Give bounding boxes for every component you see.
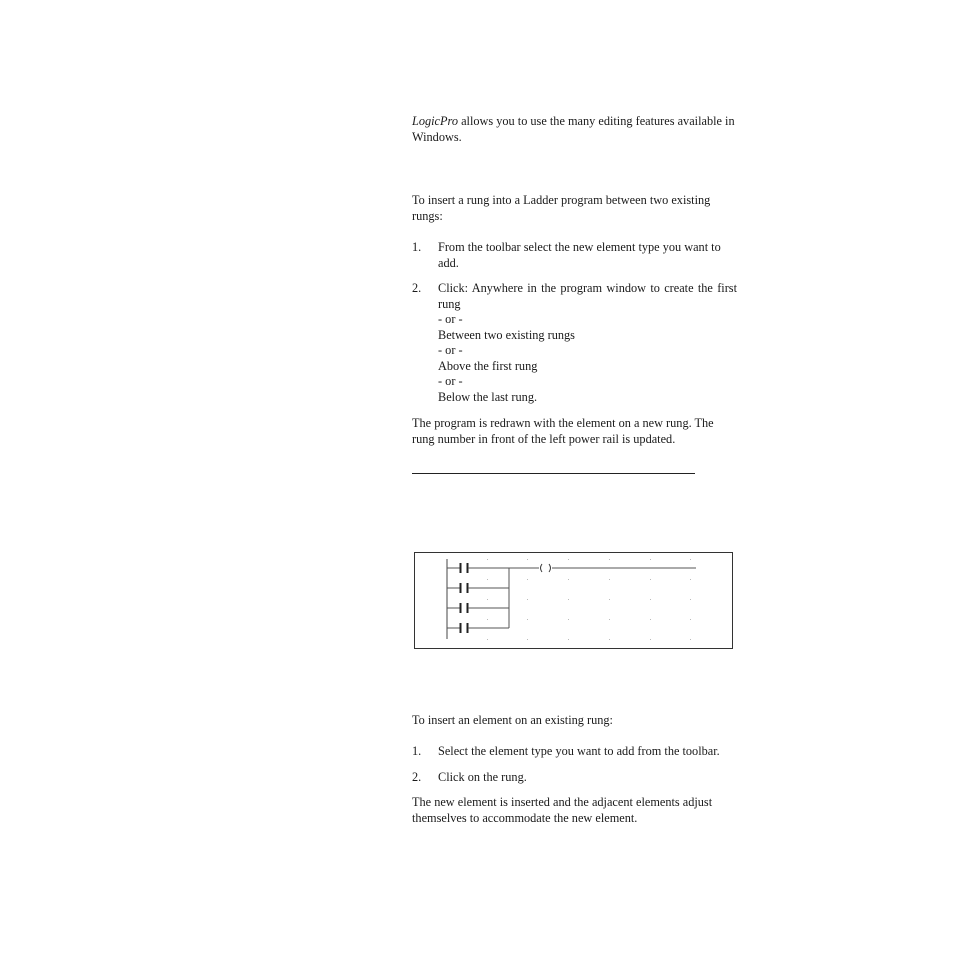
ladder-diagram xyxy=(415,553,732,648)
intro-paragraph xyxy=(412,114,738,145)
step-number: 2. xyxy=(412,281,422,295)
product-name: LogicPro xyxy=(412,114,458,128)
step-or-separator: - or - xyxy=(438,312,463,326)
step-number: 1. xyxy=(412,240,422,254)
step-text: Click: Anywhere in the program window to create the first rung xyxy=(438,281,737,311)
step-or-separator: - or - xyxy=(438,343,463,357)
insert-rung-intro: To insert a rung into a Ladder program between two existing rungs: xyxy=(412,193,711,223)
step-text: Select the element type you want to add from the toolbar. xyxy=(438,744,720,758)
contact-1 xyxy=(447,563,509,573)
section-divider xyxy=(412,473,695,474)
step-number: 1. xyxy=(412,744,422,758)
contact-2 xyxy=(447,583,509,593)
step-option: Between two existing rungs xyxy=(438,327,575,342)
insert-element-intro: To insert an element on an existing rung: xyxy=(412,713,613,727)
contact-3 xyxy=(447,603,509,613)
grid-dots xyxy=(487,559,691,640)
insert-rung-result: The program is redrawn with the element on a new rung. The rung number in front of the left power rail is updated. xyxy=(412,416,714,446)
contact-4 xyxy=(447,623,509,633)
intro-text: allows you to use the many editing features available in Windows. xyxy=(412,114,735,144)
output-coil xyxy=(541,564,551,572)
step-or-separator: - or - xyxy=(438,374,463,388)
insert-element-result: The new element is inserted and the adjacent elements adjust themselves to accommodate the new element. xyxy=(412,795,713,825)
step-option: Below the last rung. xyxy=(438,389,538,404)
step-number: 2. xyxy=(412,770,422,784)
step-option: Above the first rung xyxy=(438,358,538,373)
step-text: Click on the rung. xyxy=(438,770,527,784)
step-text: From the toolbar select the new element type you want to add. xyxy=(438,240,721,270)
ladder-diagram-figure xyxy=(414,552,733,649)
